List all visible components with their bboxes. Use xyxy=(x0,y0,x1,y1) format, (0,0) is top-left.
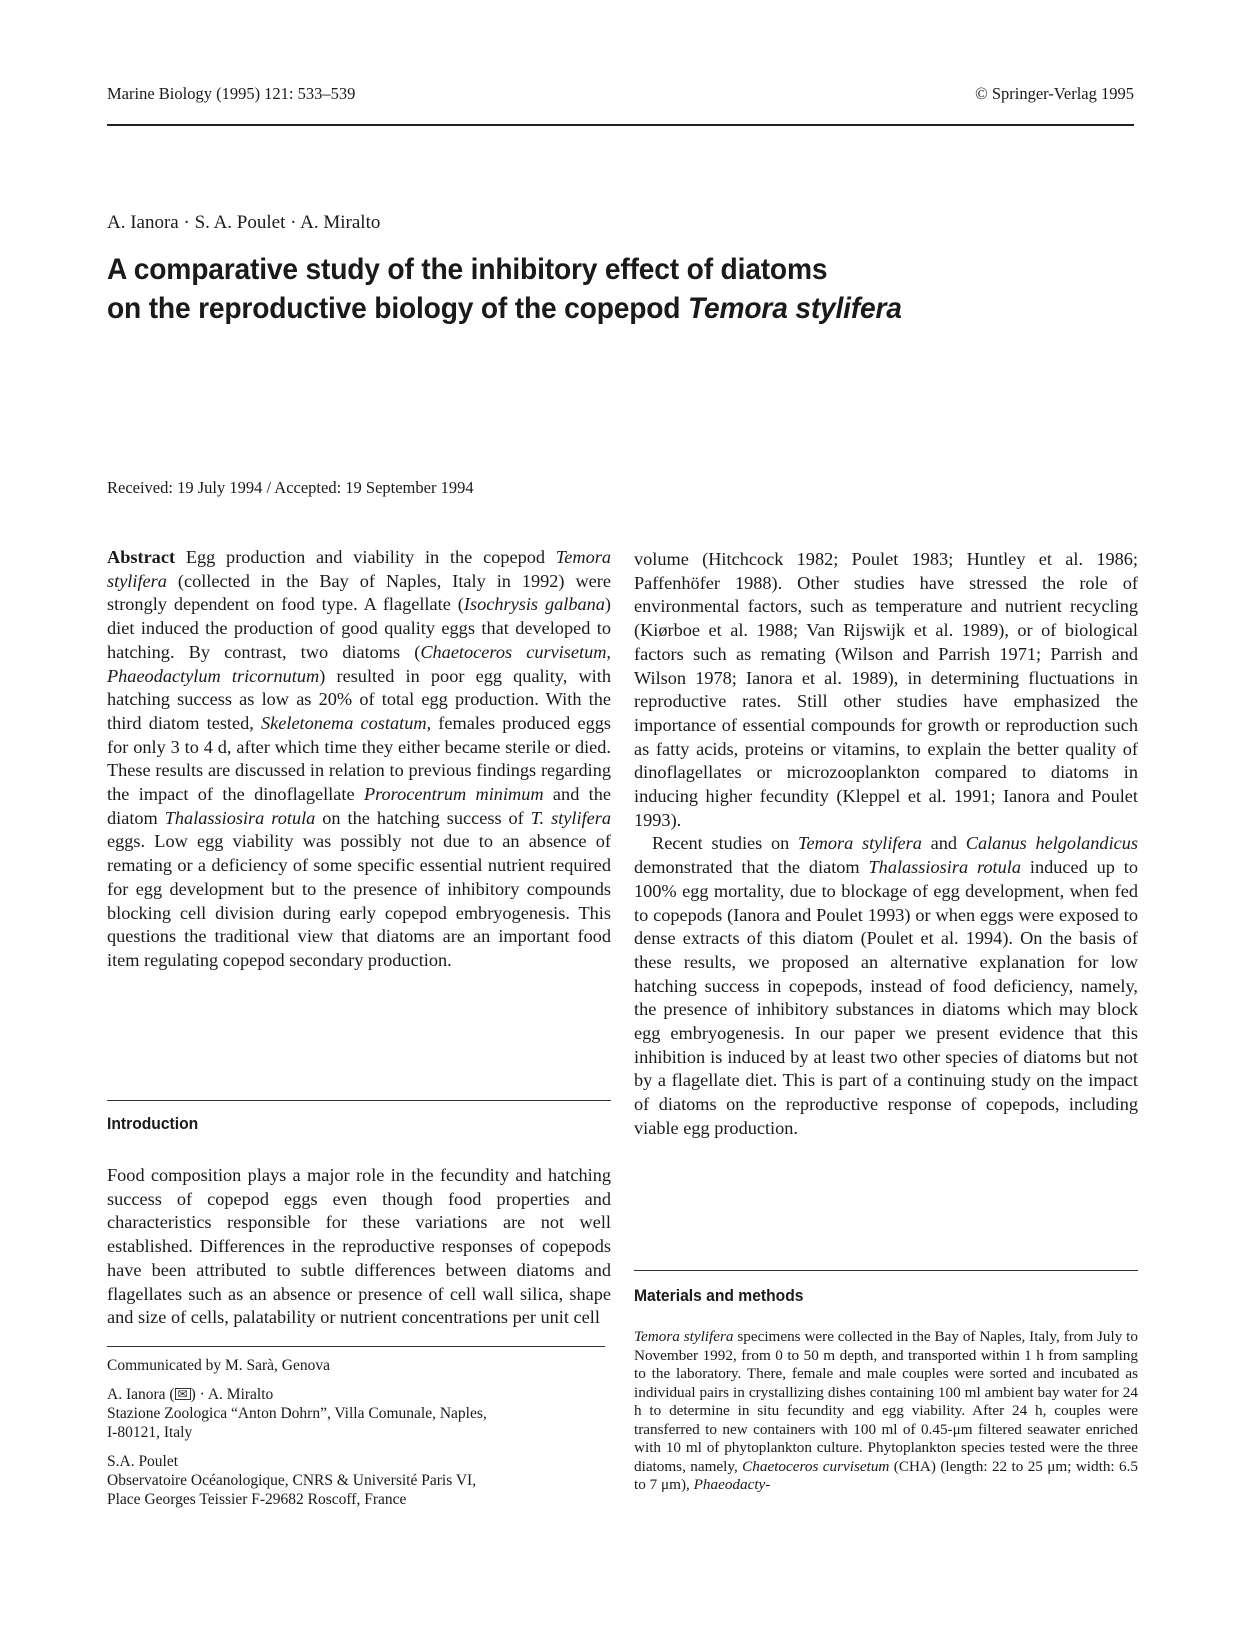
title-line-1: A comparative study of the inhibitory effect of diatoms xyxy=(107,253,828,286)
journal-citation: Marine Biology (1995) 121: 533–539 xyxy=(107,84,356,103)
introduction-body-right xyxy=(634,548,1138,1141)
paper-title xyxy=(107,250,1066,328)
address-2-name: S.A. Poulet xyxy=(107,1453,179,1470)
abstract: Abstract Egg production and viability in the copepod Temora stylifera (collected in the Bay of Naples, Italy in 1992) were strongly dependent on food type. A flagellate (Isochrysis galbana) diet induced the production of good quality eggs that developed to hatching. By contrast, two diatoms (Chaetoceros curvisetum, Phaeodactylum tricornutum) resulted in poor egg quality, with hatching success as low as 20% of total egg production. With the third diatom tested, Skeletonema costatum, females produced eggs for only 3 to 4 d, after which time they either became sterile or died. These results are discussed in relation to previous findings regarding the impact of the dinoflagellate Prorocentrum minimum and the diatom Thalassiosira rotula on the hatching success of T. stylifera eggs. Low egg viability was possibly not due to an absence of remating or a deficiency of some specific essential nutrient required for egg development but to the presence of inhibitory compounds blocking cell division during early copepod embryogenesis. This questions the traditional view that diatoms are an important food item regulating copepod secondary production. xyxy=(107,547,612,970)
introduction-paragraph-1-cont: volume (Hitchcock 1982; Poulet 1983; Huntley et al. 1986; Paffenhöfer 1988). Other studies have stressed the role of environmental factors, such as temperature and nutrient recycling (Kiørboe et al. 1988; Van Rijswijk et al. 1989), or of biological factors such as remating (Wilson and Parrish 1971; Parrish and Wilson 1978; Ianora et al. 1989), in determining fluctuations in reproductive rates. Still other studies have emphasized the importance of essential compounds for growth or reproduction such as fatty acids, proteins or vitamins, to explain the better quality of dinoflagellates or microzooplankton compared to diatoms in inducing higher fecundity (Kleppel et al. 1991; Ianora and Poulet 1993). xyxy=(634,549,1138,830)
publisher-copyright: © Springer-Verlag 1995 xyxy=(975,84,1134,103)
communicated-by: Communicated by M. Sarà, Genova xyxy=(107,1357,330,1374)
address-1-line-1: Stazione Zoologica “Anton Dohrn”, Villa Comunale, Naples, xyxy=(107,1405,487,1422)
methods-rule xyxy=(634,1270,1138,1271)
received-dates: Received: 19 July 1994 / Accepted: 19 September 1994 xyxy=(107,478,474,497)
address-1-names: A. Ianora ( ✉ ) · A. Miralto xyxy=(107,1386,274,1403)
introduction-body-left xyxy=(107,1164,611,1330)
title-line-2: on the reproductive biology of the copepod xyxy=(107,292,688,325)
introduction-heading: Introduction xyxy=(107,1114,199,1133)
title-species: Temora stylifera xyxy=(687,292,902,325)
footnotes xyxy=(107,1356,607,1509)
abstract-label: Abstract xyxy=(107,547,176,567)
footnote-rule xyxy=(107,1346,605,1347)
introduction-rule xyxy=(107,1100,611,1101)
methods-heading: Materials and methods xyxy=(634,1286,804,1305)
introduction-paragraph-2: Recent studies on Temora stylifera and Calanus helgolandicus demonstrated that the diatom Thalassiosira rotula induced up to 100% egg mortality, due to blockage of egg development, when fed to copepods (Ianora and Poulet 1993) or when eggs were exposed to dense extracts of this diatom (Poulet et al. 1994). On the basis of these results, we proposed an alternative explanation for low hatching success in copepods, instead of food deficiency, namely, the presence of inhibitory substances in diatoms which may block egg embryogenesis. In our paper we present evidence that this inhibition is induced by at least two other species of diatoms but not by a flagellate diet. This is part of a continuing study on the impact of diatoms on the reproductive response of copepods, including viable egg production. xyxy=(634,833,1139,1138)
address-1-line-2: I-80121, Italy xyxy=(107,1424,193,1441)
address-2-line-1: Observatoire Océanologique, CNRS & Université Paris VI, xyxy=(107,1472,477,1489)
envelope-icon: ✉ xyxy=(175,1388,191,1400)
introduction-paragraph-1-left: Food composition plays a major role in the fecundity and hatching success of copepod eggs even though food properties and characteristics responsible for these variations are not well established. Differences in the reproductive responses of copepods have been attributed to subtle differences between diatoms and flagellates such as an absence or presence of cell wall silica, shape and size of cells, palatability or nutrient concentrations per unit cell xyxy=(107,1165,611,1328)
header-rule xyxy=(107,124,1134,126)
author-list: A. Ianora · S. A. Poulet · A. Miralto xyxy=(107,212,381,233)
address-2-line-2: Place Georges Teissier F-29682 Roscoff, France xyxy=(107,1491,407,1508)
methods-body: Temora stylifera specimens were collected in the Bay of Naples, Italy, from July to November 1992, from 0 to 50 m depth, and transported within 1 h from sampling to the laboratory. There, female and male couples were sorted and incubated as individual pairs in crystallizing dishes containing 100 ml ambient bay water for 24 h to determine in situ fecundity and egg viability. After 24 h, couples were transferred to new containers with 100 ml of 0.45-μm filtered seawater enriched with 10 ml of phytoplankton culture. Phytoplankton species tested were the three diatoms, namely, Chaetoceros curvisetum (CHA) (length: 22 to 25 μm; width: 6.5 to 7 μm), Phaeodacty- xyxy=(634,1328,1138,1493)
